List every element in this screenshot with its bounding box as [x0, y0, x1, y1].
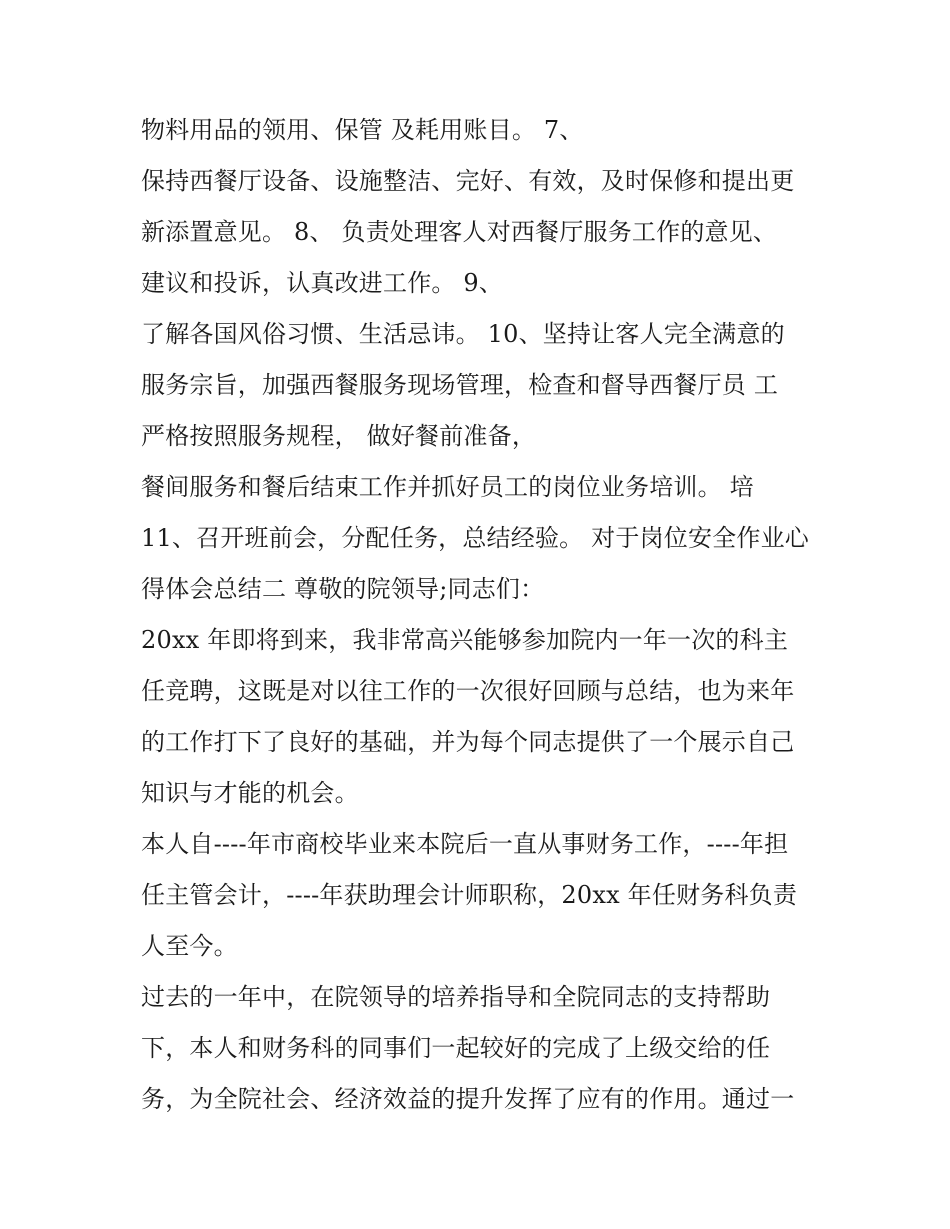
text-line: 过去的一年中，在院领导的培养指导和全院同志的支持帮助: [141, 983, 771, 1011]
text-line: 严格按照服务规程， 做好餐前准备，: [141, 422, 537, 450]
text-line: 建议和投诉，认真改进工作。 9、: [141, 269, 504, 297]
text-line: 人至今。: [141, 932, 238, 960]
text-line: 餐间服务和餐后结束工作并抓好员工的岗位业务培训。 培: [141, 473, 754, 501]
text-line: 的工作打下了良好的基础，并为每个同志提供了一个展示自己: [141, 728, 795, 756]
text-line: 服务宗旨，加强西餐服务现场管理，检查和督导西餐厅员 工: [141, 371, 779, 399]
text-line: 任竞聘，这既是对以往工作的一次很好回顾与总结，也为来年: [141, 677, 795, 705]
text-line: 本人自----年市商校毕业来本院后一直从事财务工作，----年担: [141, 830, 789, 858]
text-line: 新添置意见。 8、 负责处理客人对西餐厅服务工作的意见、: [141, 218, 778, 246]
text-line: 下，本人和财务科的同事们一起较好的完成了上级交给的任: [141, 1034, 771, 1062]
text-line: 任主管会计，----年获助理会计师职称，20xx 年任财务科负责: [141, 881, 798, 909]
text-line: 知识与才能的机会。: [141, 779, 359, 807]
text-line: 得体会总结二 尊敬的院领导;同志们：: [141, 575, 545, 603]
text-line: 物料用品的领用、保管 及耗用账目。 7、: [141, 116, 584, 144]
text-line: 保持西餐厅设备、设施整洁、完好、有效，及时保修和提出更: [141, 167, 795, 195]
text-line: 务，为全院社会、经济效益的提升发挥了应有的作用。通过一: [141, 1085, 795, 1113]
text-line: 了解各国风俗习惯、生活忌讳。 10、坚持让客人完全满意的: [141, 320, 785, 348]
document-body: [141, 108, 841, 1128]
text-line: 20xx 年即将到来，我非常高兴能够参加院内一年一次的科主: [141, 626, 789, 654]
text-line: 11、召开班前会，分配任务，总结经验。 对于岗位安全作业心: [141, 524, 809, 552]
